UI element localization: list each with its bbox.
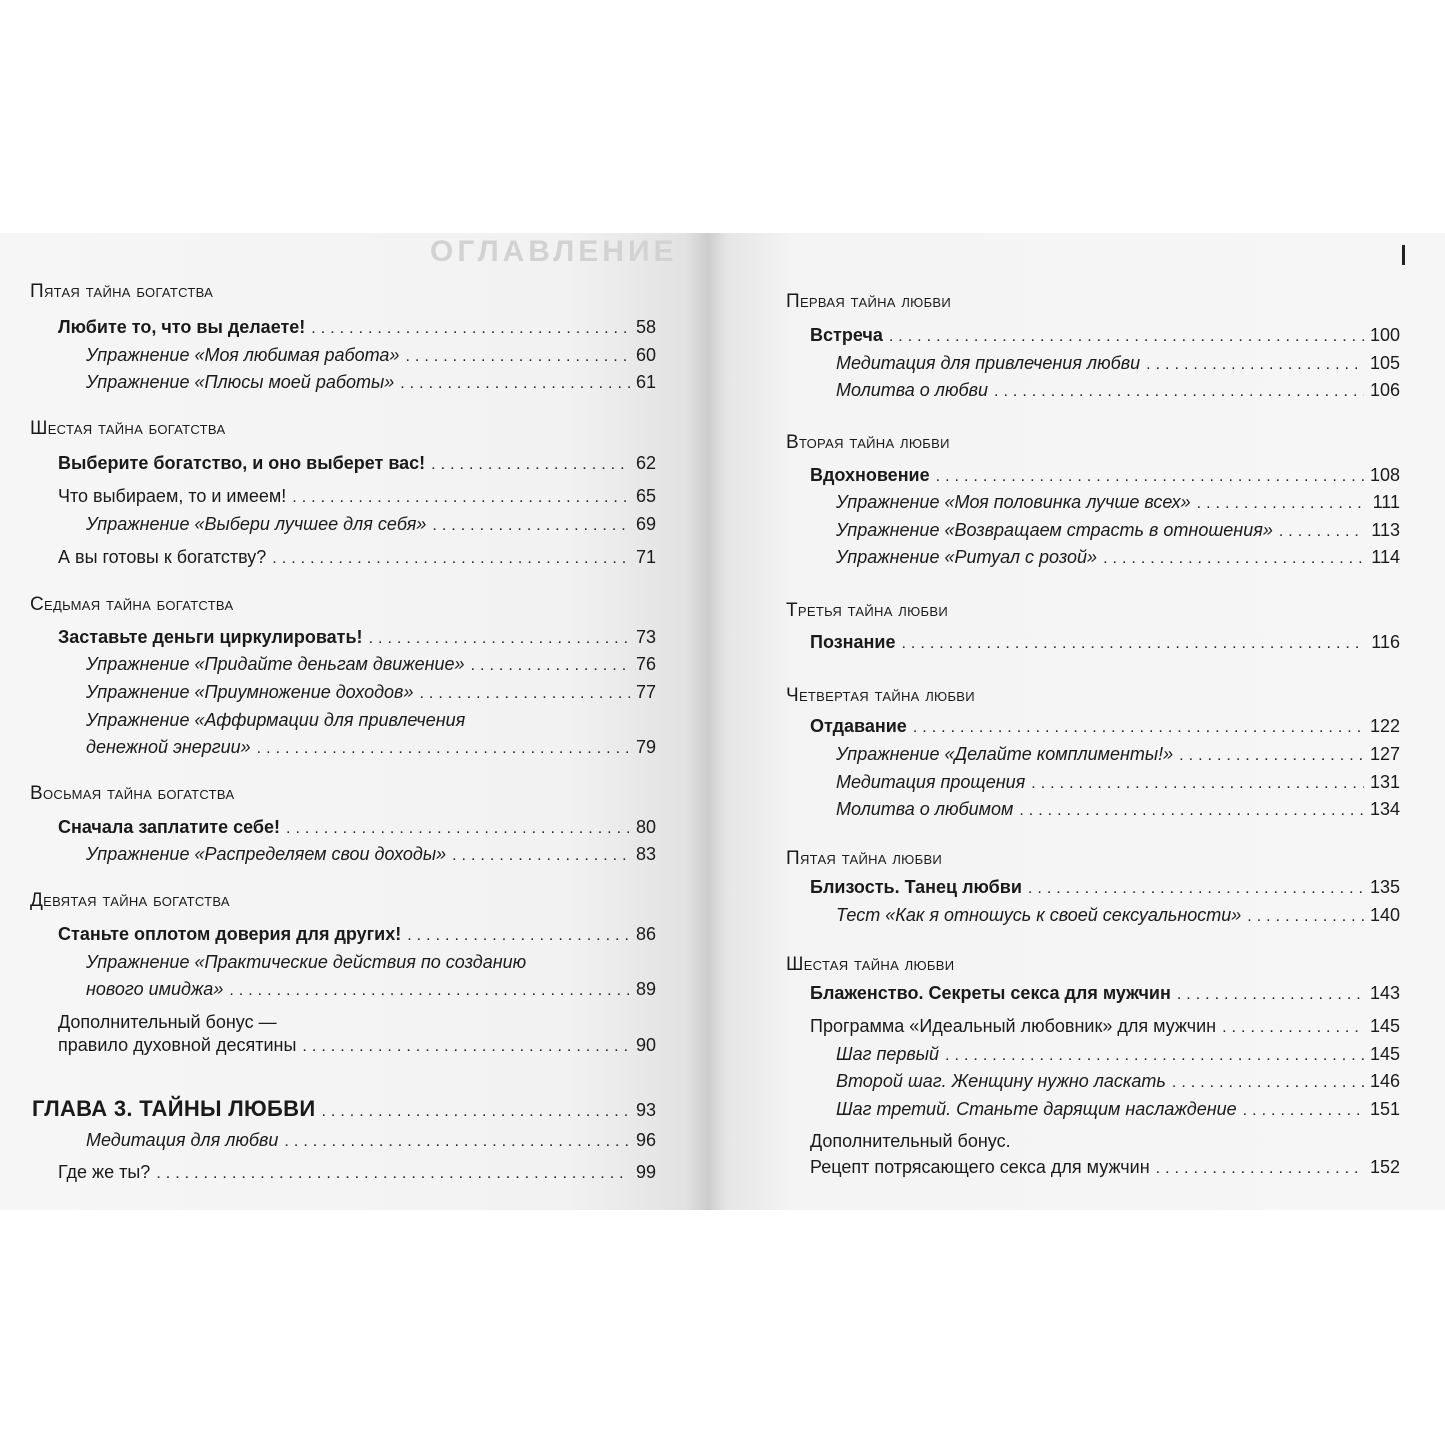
- toc-entry[interactable]: [86, 510, 656, 538]
- toc-entry[interactable]: [836, 376, 1400, 404]
- toc-entry-title: Что выбираем, то и имеем!: [58, 486, 287, 506]
- toc-entry[interactable]: [836, 768, 1400, 796]
- toc-section-heading: [786, 951, 1400, 979]
- toc-entry-title: Упражнение «Возвращаем страсть в отношения»: [836, 520, 1273, 540]
- toc-page-number: 114: [1371, 547, 1400, 567]
- toc-page-number: 105: [1369, 353, 1400, 373]
- toc-entry-title: Упражнение «Аффирмации для привлечения: [86, 710, 466, 730]
- toc-entry-title: денежной энергии»: [86, 737, 251, 757]
- toc-page-number: 116: [1371, 632, 1400, 652]
- toc-page-number: 83: [635, 844, 656, 864]
- toc-page-number: 100: [1369, 325, 1400, 345]
- dot-leader: [452, 842, 630, 870]
- toc-section-heading: [786, 845, 1400, 873]
- toc-entry[interactable]: [58, 813, 656, 841]
- dot-leader: [1156, 1155, 1364, 1183]
- toc-entry-title: Дополнительный бонус.: [810, 1131, 1011, 1151]
- toc-entry-title: Упражнение «Выбери лучшее для себя»: [86, 514, 427, 534]
- dot-leader: [901, 630, 1365, 658]
- toc-entry-title: Вторая тайна любви: [786, 432, 950, 453]
- dot-leader: [1197, 490, 1367, 518]
- toc-entry[interactable]: [86, 368, 656, 396]
- dot-leader: [284, 1128, 630, 1156]
- toc-entry-title: Восьмая тайна богатства: [30, 783, 235, 804]
- dot-leader: [419, 680, 630, 708]
- toc-page-number: 79: [635, 737, 656, 757]
- toc-entry-title: Программа «Идеальный любовник» для мужчин: [810, 1016, 1217, 1036]
- dot-leader: [1031, 770, 1364, 798]
- bleed-through-heading: ОГЛАВЛЕНИЕ: [430, 235, 678, 268]
- toc-section-heading: [786, 682, 1400, 710]
- toc-entry[interactable]: [810, 979, 1400, 1007]
- toc-entry[interactable]: [836, 516, 1400, 544]
- toc-entry[interactable]: [86, 733, 656, 761]
- toc-page-number: 73: [635, 627, 656, 647]
- toc-page-number: 96: [635, 1130, 656, 1150]
- toc-section-heading: [786, 429, 1400, 457]
- toc-page-number: 99: [635, 1162, 656, 1182]
- toc-entry-title: Рецепт потрясающего секса для мужчин: [810, 1157, 1150, 1177]
- toc-entry[interactable]: [58, 920, 656, 948]
- toc-page-number: 113: [1371, 520, 1400, 540]
- book-spread: [0, 233, 1445, 1210]
- toc-entry-title: Упражнение «Плюсы моей работы»: [86, 372, 395, 392]
- toc-entry-title: Второй шаг. Женщину нужно ласкать: [836, 1071, 1166, 1091]
- toc-entry-title: Третья тайна любви: [786, 600, 948, 621]
- dot-leader: [257, 735, 630, 763]
- toc-entry[interactable]: [836, 543, 1400, 571]
- toc-entry[interactable]: [836, 1095, 1400, 1123]
- toc-entry-title: Сначала заплатите себе!: [58, 817, 280, 837]
- toc-entry-title: Отдавание: [810, 716, 907, 736]
- toc-entry[interactable]: [86, 341, 656, 369]
- dot-leader: [889, 323, 1364, 351]
- toc-entry-title: правило духовной десятины: [58, 1035, 297, 1055]
- toc-entry-title: А вы готовы к богатству?: [58, 547, 267, 567]
- dot-leader: [936, 463, 1364, 491]
- toc-entry-title: Упражнение «Ритуал с розой»: [836, 547, 1098, 567]
- toc-entry[interactable]: [836, 795, 1400, 823]
- toc-page-number: 145: [1369, 1016, 1400, 1036]
- toc-entry-title: Упражнение «Моя любимая работа»: [86, 345, 400, 365]
- toc-entry-title: Упражнение «Практические действия по созданию: [86, 952, 527, 972]
- toc-page-number: 131: [1369, 772, 1400, 792]
- dot-leader: [431, 451, 630, 479]
- toc-page-number: 76: [635, 654, 656, 674]
- toc-page-number: 122: [1369, 716, 1400, 736]
- toc-page-number: 106: [1369, 380, 1400, 400]
- dot-leader: [1103, 545, 1365, 573]
- dot-leader: [1279, 518, 1365, 546]
- toc-entry[interactable]: [836, 1067, 1400, 1095]
- toc-page-number: 71: [635, 547, 656, 567]
- toc-entry[interactable]: [810, 1127, 1400, 1155]
- toc-entry[interactable]: [58, 313, 656, 341]
- toc-entry-title: Упражнение «Придайте деньгам движение»: [86, 654, 465, 674]
- toc-section-heading: [30, 415, 656, 443]
- dot-leader: [1222, 1014, 1364, 1042]
- toc-entry-title: ГЛАВА 3. ТАЙНЫ ЛЮБВИ: [32, 1096, 316, 1121]
- toc-section-heading: [786, 597, 1400, 625]
- dot-leader: [994, 378, 1364, 406]
- toc-entry-title: Медитация для привлечения любви: [836, 353, 1141, 373]
- toc-entry-title: Близость. Танец любви: [810, 877, 1022, 897]
- toc-entry-title: Тест «Как я отношусь к своей сексуальности»: [836, 905, 1242, 925]
- toc-page-number: 143: [1369, 983, 1400, 1003]
- toc-page-number: 146: [1369, 1071, 1400, 1091]
- toc-entry[interactable]: [86, 706, 656, 734]
- toc-entry[interactable]: [86, 975, 656, 1003]
- toc-section-heading: [786, 288, 1400, 316]
- toc-entry[interactable]: [836, 901, 1400, 929]
- toc-entry-title: Выберите богатство, и оно выберет вас!: [58, 453, 426, 473]
- toc-entry-title: Медитация прощения: [836, 772, 1026, 792]
- dot-leader: [1179, 742, 1364, 770]
- toc-entry-title: Познание: [810, 632, 896, 652]
- toc-entry[interactable]: [836, 349, 1400, 377]
- toc-entry[interactable]: [86, 1126, 656, 1154]
- toc-page-number: 65: [635, 486, 656, 506]
- toc-entry-title: Шаг первый: [836, 1044, 940, 1064]
- toc-entry-title: Встреча: [810, 325, 883, 345]
- toc-entry-title: Блаженство. Секреты секса для мужчин: [810, 983, 1171, 1003]
- dot-leader: [302, 1033, 630, 1061]
- toc-entry-title: Вдохновение: [810, 465, 930, 485]
- toc-entry[interactable]: [58, 1158, 656, 1186]
- dot-leader: [1146, 351, 1364, 379]
- toc-section-heading: [30, 780, 656, 808]
- dot-leader: [321, 1098, 630, 1126]
- page-edge-mark: [1402, 245, 1405, 265]
- right-page: [706, 233, 1445, 1210]
- dot-leader: [432, 512, 630, 540]
- toc-page-number: 145: [1369, 1044, 1400, 1064]
- toc-entry-title: нового имиджа»: [86, 979, 224, 999]
- toc-entry[interactable]: [86, 948, 656, 976]
- toc-entry[interactable]: [810, 1153, 1400, 1181]
- toc-page-number: 127: [1369, 744, 1400, 764]
- toc-page-number: 62: [635, 453, 656, 473]
- toc-chapter-heading[interactable]: [32, 1095, 656, 1123]
- toc-page-number: 60: [635, 345, 656, 365]
- toc-entry-title: Любите то, что вы делаете!: [58, 317, 306, 337]
- toc-entry-title: Упражнение «Делайте комплименты!»: [836, 744, 1174, 764]
- dot-leader: [156, 1160, 630, 1188]
- toc-entry[interactable]: [86, 678, 656, 706]
- toc-page-number: 90: [635, 1035, 656, 1055]
- toc-page-number: 152: [1369, 1157, 1400, 1177]
- dot-leader: [1028, 875, 1364, 903]
- toc-entry-title: Седьмая тайна богатства: [30, 594, 234, 615]
- dot-leader: [229, 977, 630, 1005]
- toc-page-number: 140: [1369, 905, 1400, 925]
- dot-leader: [286, 815, 630, 843]
- dot-leader: [1177, 981, 1364, 1009]
- toc-entry-title: Упражнение «Распределяем свои доходы»: [86, 844, 447, 864]
- toc-page-number: 61: [635, 372, 656, 392]
- dot-leader: [1172, 1069, 1364, 1097]
- toc-entry[interactable]: [836, 740, 1400, 768]
- toc-entry-title: Пятая тайна любви: [786, 848, 943, 869]
- toc-entry-title: Дополнительный бонус —: [58, 1012, 277, 1032]
- dot-leader: [1243, 1097, 1364, 1125]
- toc-entry[interactable]: [810, 873, 1400, 901]
- toc-page-number: 86: [635, 924, 656, 944]
- toc-page-number: 151: [1369, 1099, 1400, 1119]
- toc-entry[interactable]: [58, 623, 656, 651]
- toc-entry[interactable]: [58, 482, 656, 510]
- toc-page-number: 77: [635, 682, 656, 702]
- dot-leader: [272, 545, 630, 573]
- toc-page-number: 108: [1369, 465, 1400, 485]
- dot-leader: [405, 343, 630, 371]
- toc-entry-title: Пятая тайна богатства: [30, 281, 214, 302]
- toc-section-heading: [30, 591, 656, 619]
- toc-page-number: 89: [635, 979, 656, 999]
- toc-entry[interactable]: [86, 840, 656, 868]
- toc-entry[interactable]: [810, 628, 1400, 656]
- toc-entry-title: Заставьте деньги циркулировать!: [58, 627, 363, 647]
- toc-entry[interactable]: [836, 1040, 1400, 1068]
- toc-entry-title: Медитация для любви: [86, 1130, 279, 1150]
- dot-leader: [1019, 797, 1364, 825]
- toc-section-heading: [30, 278, 656, 306]
- toc-page-number: 58: [635, 317, 656, 337]
- toc-entry[interactable]: [58, 1031, 656, 1059]
- toc-entry[interactable]: [810, 321, 1400, 349]
- toc-entry-title: Молитва о любви: [836, 380, 989, 400]
- left-page: [0, 233, 706, 1210]
- toc-entry-title: Упражнение «Приумножение доходов»: [86, 682, 414, 702]
- toc-entry-title: Первая тайна любви: [786, 291, 952, 312]
- toc-entry-title: Где же ты?: [58, 1162, 151, 1182]
- dot-leader: [292, 484, 630, 512]
- toc-entry-title: Девятая тайна богатства: [30, 890, 230, 911]
- toc-entry-title: Станьте оплотом доверия для других!: [58, 924, 402, 944]
- toc-entry-title: Молитва о любимом: [836, 799, 1014, 819]
- toc-page-number: 134: [1369, 799, 1400, 819]
- dot-leader: [945, 1042, 1364, 1070]
- toc-entry-title: Шаг третий. Станьте дарящим наслаждение: [836, 1099, 1237, 1119]
- toc-entry-title: Шестая тайна любви: [786, 954, 955, 975]
- toc-entry[interactable]: [810, 461, 1400, 489]
- dot-leader: [407, 922, 630, 950]
- dot-leader: [400, 370, 630, 398]
- toc-page-number: 135: [1369, 877, 1400, 897]
- dot-leader: [913, 714, 1364, 742]
- dot-leader: [1247, 903, 1364, 931]
- toc-page-number: 111: [1372, 492, 1400, 512]
- dot-leader: [311, 315, 630, 343]
- toc-page-number: 69: [635, 514, 656, 534]
- toc-entry-title: Упражнение «Моя половинка лучше всех»: [836, 492, 1191, 512]
- dot-leader: [369, 625, 630, 653]
- toc-page-number: 80: [635, 817, 656, 837]
- toc-page-number: 93: [635, 1100, 656, 1120]
- toc-entry[interactable]: [810, 1012, 1400, 1040]
- toc-entry[interactable]: [58, 449, 656, 477]
- toc-entry[interactable]: [836, 488, 1400, 516]
- dot-leader: [471, 652, 630, 680]
- toc-section-heading: [30, 887, 656, 915]
- toc-entry[interactable]: [810, 712, 1400, 740]
- toc-entry[interactable]: [58, 543, 656, 571]
- toc-entry-title: Шестая тайна богатства: [30, 418, 226, 439]
- toc-entry[interactable]: [86, 650, 656, 678]
- toc-entry-title: Четвертая тайна любви: [786, 685, 975, 706]
